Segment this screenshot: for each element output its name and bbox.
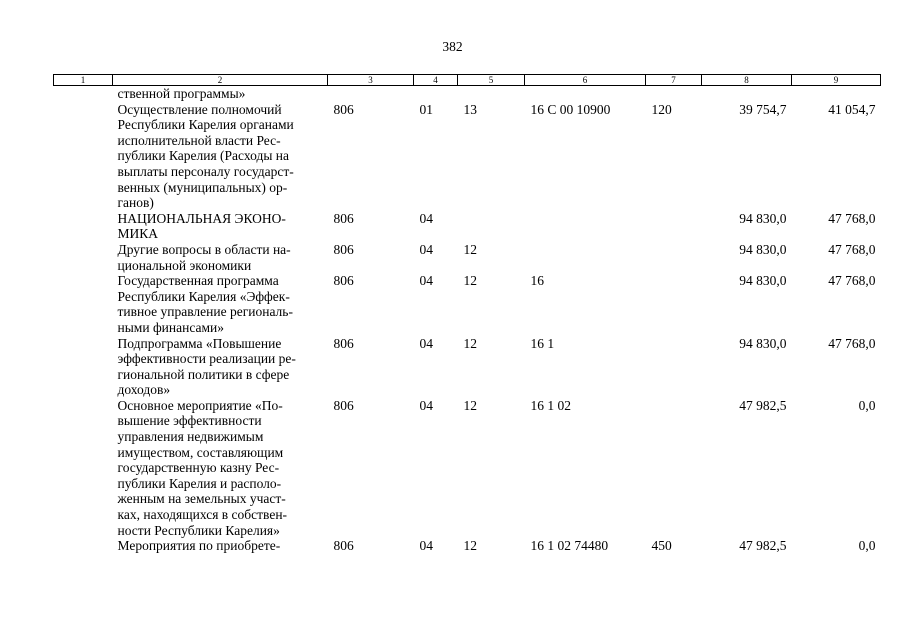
subsection-code: 12 (463, 241, 477, 257)
expense-type-code (646, 273, 702, 335)
amount-year-1 (702, 86, 792, 102)
amount-year-1: 94 830,0 (739, 335, 787, 351)
section-code (414, 86, 458, 102)
expense-type-code: 120 (651, 101, 672, 117)
amount-year-1: 94 830,0 (739, 210, 787, 226)
amount-year-1: 94 830,0 (739, 241, 787, 257)
amount-year-2: 41 054,7 (828, 101, 876, 117)
department-code: 806 (333, 273, 354, 289)
table-row (54, 242, 881, 273)
department-code: 806 (333, 210, 354, 226)
column-number: 4 (414, 75, 458, 86)
subsection-code (458, 86, 525, 102)
subsection-code: 12 (463, 397, 477, 413)
row-empty-cell (54, 102, 113, 211)
department-code: 806 (333, 335, 354, 351)
item-name: ственной программы» (117, 86, 246, 101)
column-number: 1 (54, 75, 113, 86)
page-number: 382 (442, 39, 463, 54)
row-empty-cell (54, 273, 113, 335)
amount-year-2 (792, 86, 881, 102)
subsection-code: 12 (463, 273, 477, 289)
target-article-code (525, 211, 646, 242)
budget-table (53, 74, 881, 554)
item-name: Осуществление полномочий Республики Карелия органами исполнительной власти Рес- публики Карелия (Расходы на выплаты персоналу государст- венных (муниципальных) ор- ганов) (117, 101, 294, 211)
table-header (54, 75, 881, 86)
expense-type-code: 450 (651, 538, 672, 554)
amount-year-2: 0,0 (858, 538, 876, 554)
row-empty-cell (54, 211, 113, 242)
subsection-code: 12 (463, 538, 477, 554)
department-code: 806 (333, 397, 354, 413)
amount-year-2: 47 768,0 (828, 273, 876, 289)
item-name: Основное мероприятие «По- вышение эффективности управления недвижимым имуществом, составляющим государственную казну Рес- публики Карелия и располо- женным на земельных участ- ках, находящихся в собствен- ности Республики Карелия» (117, 397, 288, 538)
expense-type-code (646, 398, 702, 538)
section-code: 01 (419, 101, 433, 117)
amount-year-1: 39 754,7 (739, 101, 787, 117)
column-number: 3 (328, 75, 414, 86)
column-number: 9 (792, 75, 881, 86)
expense-type-code (646, 86, 702, 102)
amount-year-2: 47 768,0 (828, 210, 876, 226)
amount-year-2: 47 768,0 (828, 241, 876, 257)
row-empty-cell (54, 86, 113, 102)
table-row (54, 86, 881, 102)
row-empty-cell (54, 336, 113, 398)
section-code: 04 (419, 241, 433, 257)
amount-year-1: 47 982,5 (739, 397, 787, 413)
column-number: 2 (113, 75, 328, 86)
subsection-code: 13 (463, 101, 477, 117)
target-article-code (525, 242, 646, 273)
column-number: 7 (646, 75, 702, 86)
target-article-code: 16 1 02 74480 (530, 538, 609, 554)
table-row (54, 211, 881, 242)
row-empty-cell (54, 538, 113, 554)
department-code (328, 86, 414, 102)
department-code: 806 (333, 101, 354, 117)
section-code: 04 (419, 335, 433, 351)
subsection-code (458, 211, 525, 242)
column-number: 5 (458, 75, 525, 86)
department-code: 806 (333, 538, 354, 554)
section-code: 04 (419, 397, 433, 413)
target-article-code: 16 1 02 (530, 397, 571, 413)
item-name: Государственная программа Республики Карелия «Эффек- тивное управление региональ- ными финансами» (117, 273, 293, 335)
expense-type-code (646, 242, 702, 273)
item-name: НАЦИОНАЛЬНАЯ ЭКОНО- МИКА (117, 210, 286, 242)
table-body (54, 86, 881, 554)
table-row (54, 336, 881, 398)
amount-year-2: 0,0 (858, 397, 876, 413)
amount-year-1: 47 982,5 (739, 538, 787, 554)
expense-type-code (646, 211, 702, 242)
column-number-row (54, 75, 881, 86)
table-row (54, 102, 881, 211)
target-article-code: 16 1 (530, 335, 555, 351)
section-code: 04 (419, 273, 433, 289)
item-name: Мероприятия по приобрете- (117, 538, 281, 554)
column-number: 6 (525, 75, 646, 86)
target-article-code: 16 С 00 10900 (530, 101, 611, 117)
row-empty-cell (54, 398, 113, 538)
department-code: 806 (333, 241, 354, 257)
table-row (54, 273, 881, 335)
target-article-code: 16 (530, 273, 544, 289)
section-code: 04 (419, 210, 433, 226)
item-name: Подпрограмма «Повышение эффективности реализации ре- гиональной политики в сфере доходов» (117, 335, 296, 398)
table-row (54, 398, 881, 538)
column-number: 8 (702, 75, 792, 86)
table-row (54, 538, 881, 554)
amount-year-2: 47 768,0 (828, 335, 876, 351)
section-code: 04 (419, 538, 433, 554)
target-article-code (525, 86, 646, 102)
expense-type-code (646, 336, 702, 398)
subsection-code: 12 (463, 335, 477, 351)
amount-year-1: 94 830,0 (739, 273, 787, 289)
row-empty-cell (54, 242, 113, 273)
item-name: Другие вопросы в области на- циональной экономики (117, 241, 291, 273)
